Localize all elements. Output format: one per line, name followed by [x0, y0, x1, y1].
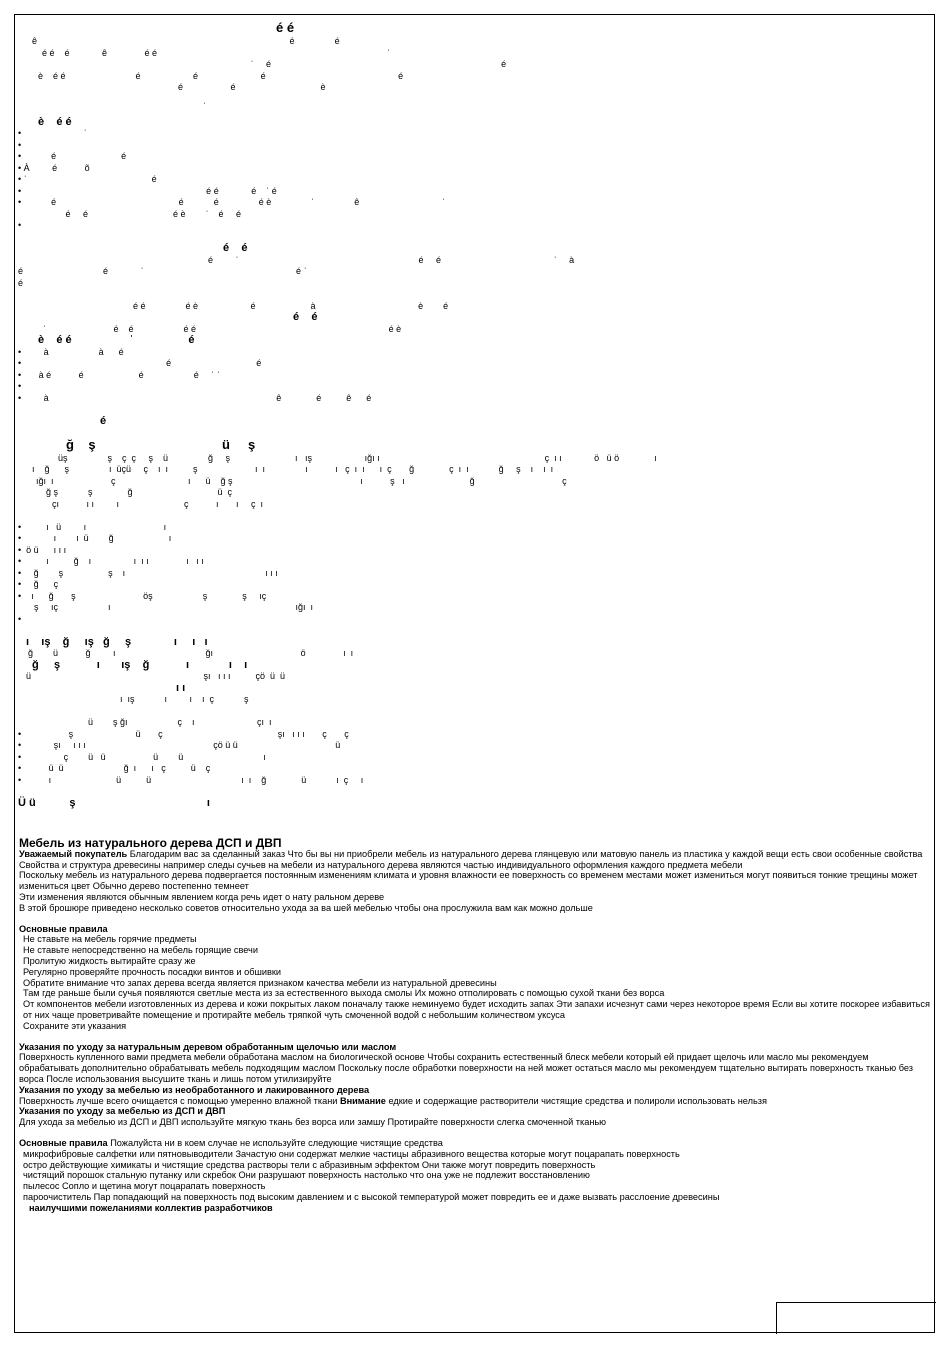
rules2-intro: Пожалуйста ни в коем случае не используйте следующие чистящие средства [107, 1137, 443, 1148]
garbled-line: é é ˈ é ˈ [18, 266, 307, 276]
garbled-line: • à à é [18, 346, 124, 357]
care-lacquer-warning: Внимание [339, 1095, 386, 1106]
garbled-line: ê é é [32, 36, 340, 46]
garbled-line: ığı ı ç ı ü ğ ş ı ş ı ğ ç [36, 475, 567, 486]
garbled-line: ğ ş ş ğ ü ç [46, 487, 233, 497]
garbled-line: • ö ü ı ı ı [18, 544, 67, 555]
care-dsp-text: Для ухода за мебелью из ДСП и ДВП используйте мягкую ткань без ворса или замшу Протирайте поверхности слегка смоченной тканью [19, 1117, 607, 1128]
garbled-line: é [18, 277, 24, 288]
list-item: остро действующие химикаты и чистящие средства растворы тели с абразивным эффектом Они также могут повредить поверхность [23, 1159, 596, 1170]
garbled-line: ı ış ğ ış ğ ş ı ı ı [26, 635, 208, 648]
garbled-line: • é é é é è ˈ ê ˈ [18, 197, 445, 207]
garbled-line: çı ı ı ı ç ı ı ç ı [52, 498, 264, 509]
document-body [19, 838, 931, 1214]
garbled-line: • ç ü ü ü ü ı [18, 751, 266, 762]
rules2-heading: Основные правила [19, 1137, 108, 1148]
garbled-line: Ü ü ş ı [18, 796, 210, 809]
list-item: пароочиститель Пар попадающий на поверхность под высоким давлением и с высокой температурой может повредить ее и даже вызвать расслоение древесины [23, 1191, 720, 1202]
list-item: чистящий порошок стальную путанку или скребок Они разрушают поверхность настолько что она уже не подлежит восстановлению [23, 1170, 590, 1181]
garbled-line: • [18, 220, 22, 230]
intro-text: Благодарим вас за сделанный заказ Что бы вы ни приобрели мебель из натурального дерева глянцевую или матовую панель из пластика у каждой вещи есть свои особенные свойства Свойства и структура древесины например следы сучьев на мебели из натурального дерева являются частью индивидуального оформления каждого предмета мебели [19, 848, 923, 870]
care-lacquer-tail: едкие и содержащие растворители чистящие средства и полироли использовать нельзя [385, 1095, 767, 1106]
garbled-line: é é [276, 20, 295, 35]
garbled-line: • ı ğ ı ı ı ı ı ı ı [18, 556, 204, 566]
garbled-line: ü ş ğı ç ı çı ı [88, 717, 272, 727]
list-item: микрофибровые салфетки или пятновыводители Зачастую они содержат мелкие частицы абразивного вещества которые могут поцарапать поверхность [23, 1148, 680, 1159]
garbled-line: • ˈ [18, 128, 87, 138]
garbled-line: • é é [18, 358, 262, 368]
garbled-line: è é é [38, 115, 72, 128]
garbled-line: • ğ ş ş ı ı ı ı [18, 567, 278, 578]
care-lacquer-text: Поверхность лучше всего очищается с помощью умеренно влажной ткани [19, 1095, 340, 1106]
garbled-line: • [18, 139, 22, 150]
garbled-line: é é é è ˈ é é [28, 208, 242, 219]
intro-paragraph [19, 849, 931, 871]
garbled-line: • à ê é ê é [18, 392, 372, 403]
garbled-line: • [18, 613, 22, 624]
basic-rules-heading: Основные правила [19, 923, 108, 934]
garbled-line: üş ş ç ç ş ü ğ ş ı ış ığı ı ç ı ı ö ü ö ı [58, 452, 657, 463]
garbled-line: é é [223, 242, 248, 254]
intro-line-4: В этой брошюре приведено несколько советов относительно ухода за ва шей мебелью чтобы она прослужила вам как можно дольше [19, 902, 593, 913]
intro-greeting: Уважаемый покупатель [19, 848, 128, 859]
garbled-line: • ı ı ü ğ ı [18, 533, 172, 543]
garbled-line: ğ ü ğ ı ğı ö ı ı [28, 648, 354, 658]
garbled-line: é é [293, 311, 318, 323]
garbled-line: é é è [118, 82, 326, 92]
list-item: Сохраните эти указания [23, 1020, 127, 1031]
care-dsp-heading: Указания по уходу за мебелью из ДСП и ДВП [19, 1106, 226, 1117]
care-oil-heading: Указания по уходу за натуральным деревом обработанным щелочью или маслом [19, 1041, 397, 1052]
garbled-line: ş ıç ı ığı ı [34, 602, 314, 612]
garbled-line: • é é [18, 151, 127, 161]
garbled-line: é [100, 414, 107, 427]
garbled-line: • ˈ é [18, 174, 157, 184]
garbled-line: • À é õ [18, 162, 90, 173]
garbled-text-block [18, 22, 928, 822]
garbled-line: é é é è é à è é [133, 300, 449, 311]
list-item: От компонентов мебели изготовленных из дерева и кожи покрытых лаком поначалу также неминуемо будет исходить запах Эти запахи исчезнут сами через некоторое время Если вы хотите поскорее избавиться от них чаще проветривайте помещение и протирайте мебель тряпкой чуть смоченной водой с небольшим количеством уксуса [23, 999, 930, 1020]
garbled-line: ğ ş ü ş [66, 436, 256, 452]
basic-rules-list [19, 934, 931, 1031]
list-item: Не ставьте на мебель горячие предметы [23, 934, 197, 945]
list-item: пылесос Сопло и щетина могут поцарапать поверхность [23, 1181, 266, 1192]
care-oil-text: Поверхность купленного вами предмета мебели обработана маслом на биологической основе Чтобы сохранить естественный блеск мебели который ей придает щелочь или масло мы рекомендуем обрабатывать дополнительно обрабатывать мебель подходящим маслом Поскольку после обработки поверхности на ней может остаться масло мы рекомендуем тщательно вытирать поверхность тканью без ворса После использования высушите ткань и лишь потом утилизируйте [19, 1052, 913, 1084]
garbled-line: ü şı ı ı ı çö ü ü [26, 671, 286, 681]
title-block-stamp [776, 1302, 936, 1334]
garbled-line: • é é é ˈ é [18, 185, 277, 196]
garbled-line: é ˈ é é ˈ à [208, 254, 575, 265]
list-item: Обратите внимание что запах дерева всегда является признаком качества мебели из натуральной древесины [23, 977, 497, 988]
care-lacquer-paragraph [19, 1096, 931, 1107]
garbled-line: • şı ı ı ı çö ü ü ü [18, 740, 341, 750]
intro-line-2: Поскольку мебель из натурального дерева подвергается постоянным изменениям климата и уровня влажности ее поверхность со временем местами может измениться могут появиться тонкие трещины может измениться цвет Обычно дерево постепенно темнеет [19, 870, 918, 892]
intro-line-3: Эти изменения являются обычным явлением когда речь идет о нату ральном дереве [19, 891, 385, 902]
list-item: Регулярно проверяйте прочность посадки винтов и обшивки [23, 966, 282, 977]
list-item: Пролитую жидкость вытирайте сразу же [23, 955, 196, 966]
garbled-line: • ı ü ü ı ı ğ ü ı ç ı [18, 774, 364, 785]
signature: наилучшими пожеланиями коллектив разработчиков [29, 1202, 273, 1213]
garbled-line: ğ ş ı ış ğ ı ı ı [32, 658, 248, 671]
garbled-line: • ı ğ ş öş ş ş ıç [18, 590, 267, 601]
care-lacquer-heading: Указания по уходу за мебелью из необработанного и лакированного дерева [19, 1084, 370, 1095]
garbled-line: è é é é é é é [38, 70, 404, 81]
rules2-paragraph [19, 1138, 931, 1149]
garbled-line: • ı ü ı ı [18, 521, 167, 532]
garbled-line: • ü ü ğ ı ı ç ü ç [18, 763, 211, 773]
list-item: Не ставьте непосредственно на мебель горящие свечи [23, 945, 258, 956]
garbled-line: è é é ˈ é [38, 334, 195, 346]
garbled-line: ı ı [176, 681, 186, 694]
garbled-line: ı ış ı ı ı ç ş [120, 694, 249, 704]
document-title: Мебель из натурального дерева ДСП и ДВП [19, 836, 282, 850]
rules2-list [19, 1149, 931, 1203]
garbled-line: ˈ é é é é é è [43, 323, 402, 334]
garbled-line: • ş ü ç şı ı ı ı ç ç [18, 728, 349, 739]
garbled-line: é é é ê é é ˈ [42, 47, 391, 58]
garbled-line: • à é é é é ˈ ˈ [18, 369, 220, 380]
garbled-line: ˌ [118, 93, 207, 104]
list-item: Там где раньше были сучья появляются светлые места из за естественного выхода смолы Их можно отполировать с помощью сухой ткани без ворса [23, 988, 665, 999]
garbled-line: • [18, 381, 22, 391]
garbled-line: ı ğ ş ı üçü ç ı ı ş ı ı ı ı ç ı ı ı ç ğ ç ı ı ğ ş ı ı ı [32, 464, 554, 474]
garbled-line: ˈ é é [38, 59, 507, 69]
garbled-line: • ğ ç [18, 579, 59, 589]
